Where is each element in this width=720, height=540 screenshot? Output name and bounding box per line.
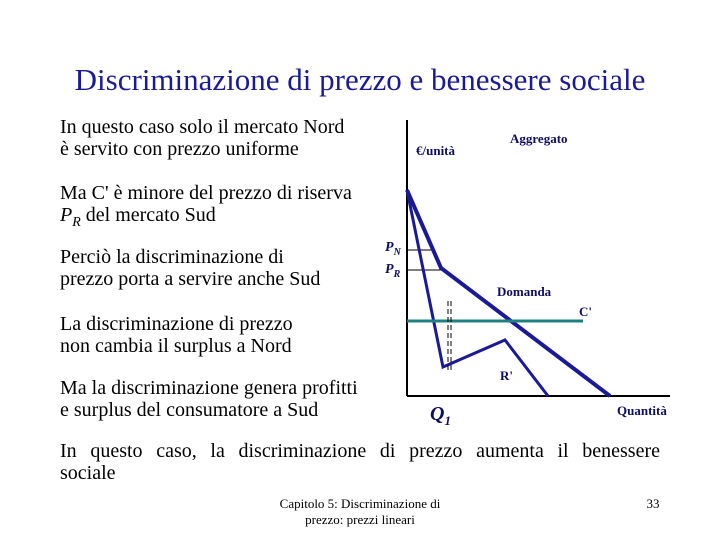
bullet-2-line-2-suffix: del mercato Sud — [80, 204, 216, 226]
pr-sub: R — [393, 268, 401, 280]
demand-label: Domanda — [497, 284, 552, 299]
conclusion-text — [60, 440, 660, 484]
aggregate-label: Aggregato — [510, 131, 568, 146]
bullet-5-line-2: e surplus del consumatore a Sud — [60, 399, 319, 421]
bullet-2-pr-letter: P — [60, 204, 73, 226]
conclusion-line-2: sociale — [60, 462, 116, 484]
bullet-1-line-1: In questo caso solo il mercato Nord — [60, 116, 345, 138]
pn-sub: N — [393, 246, 401, 258]
bullet-4-line-1: La discriminazione di prezzo — [60, 313, 293, 335]
footer-line-1: Capitolo 5: Discriminazione di — [279, 496, 441, 511]
q1-label — [430, 403, 451, 429]
mr-label: R' — [500, 368, 513, 383]
conclusion-line-1: In questo caso, la discriminazione di prezzo aumenta il benessere — [60, 440, 660, 462]
pr-letter: P — [385, 262, 394, 277]
bullet-3-line-1: Perciò la discriminazione di — [60, 246, 284, 268]
bullet-2-line-1: Ma C' è minore del prezzo di riserva — [60, 182, 352, 204]
cost-label: C' — [579, 304, 592, 319]
q1-sub: 1 — [444, 413, 451, 428]
page-number: 33 — [646, 496, 660, 511]
bullet-3-line-2: prezzo porta a servire anche Sud — [60, 268, 321, 290]
y-axis-label: €/unità — [416, 143, 456, 158]
slide-title: Discriminazione di prezzo e benessere sociale — [74, 62, 646, 97]
bullet-4-line-2: non cambia il surplus a Nord — [60, 335, 292, 357]
footer-chapter — [260, 496, 460, 528]
footer-line-2: prezzo: prezzi lineari — [305, 512, 415, 527]
pn-letter: P — [385, 240, 394, 255]
bullet-2-pr-sub: R — [72, 215, 81, 230]
pr-label — [385, 262, 400, 280]
q1-letter: Q — [430, 403, 445, 425]
bullet-1-line-2: è servito con prezzo uniforme — [60, 138, 299, 160]
pn-label — [385, 240, 401, 258]
bullet-5-line-1: Ma la discriminazione genera profitti — [60, 377, 358, 399]
x-axis-label: Quantità — [617, 403, 667, 418]
